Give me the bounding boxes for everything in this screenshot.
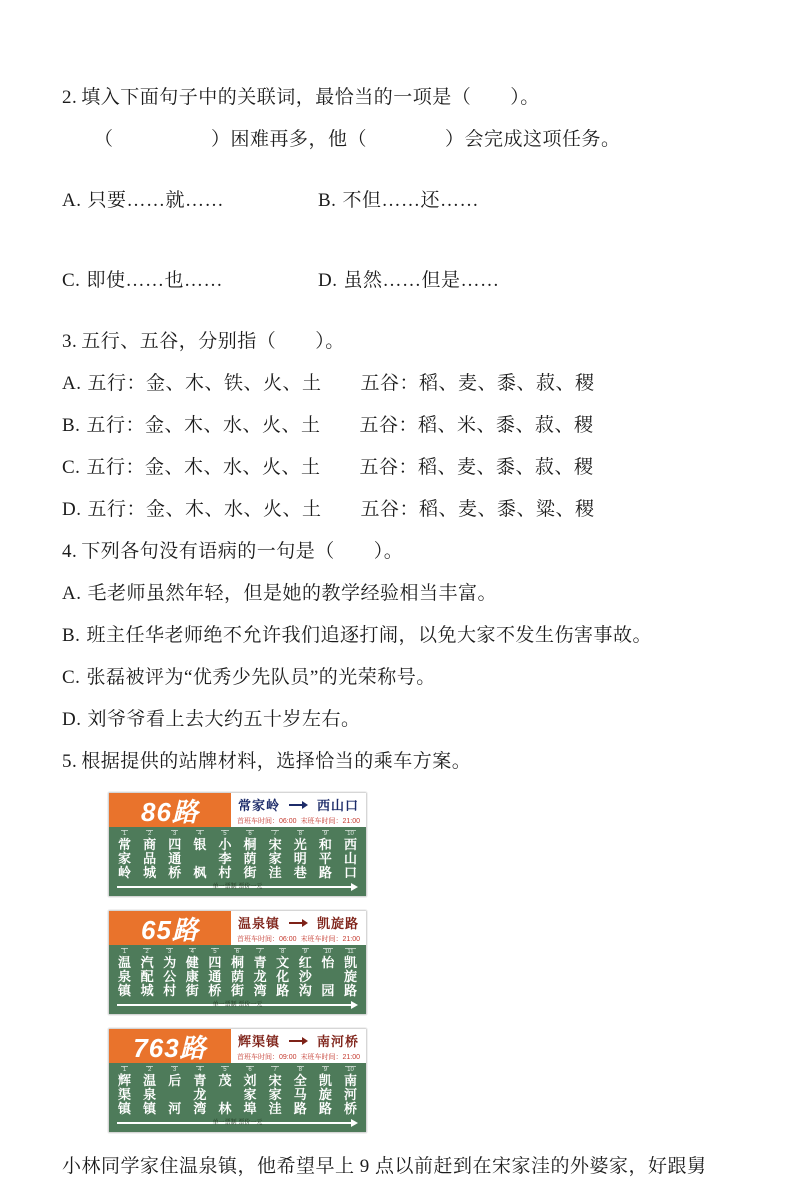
station-name-char: 旋 xyxy=(318,1087,332,1102)
station-name-char: 马 xyxy=(293,1087,307,1102)
station-name-char: 汽 xyxy=(140,955,154,970)
station-name-char xyxy=(173,1088,177,1102)
station-column xyxy=(344,1066,357,1116)
bus-sign-65-stations xyxy=(116,948,359,998)
station-name-char: 家 xyxy=(268,851,282,866)
station-number: 4 xyxy=(198,1067,202,1073)
station-name-char: 化 xyxy=(276,969,290,984)
station-name-char: 怡 xyxy=(321,955,335,970)
first-bus-time: 首班车时间：09:00 xyxy=(237,1054,297,1061)
question-5-text: 根据提供的站牌材料，选择恰当的乘车方案。 xyxy=(81,751,472,772)
question-4-option-c: C. 张磊被评为“优秀少先队员”的光荣称号。 xyxy=(62,667,436,688)
bus-sign-65-terminals xyxy=(236,913,361,932)
bus-sign-65-body xyxy=(109,945,366,1014)
station-column xyxy=(208,948,221,998)
station-column xyxy=(244,1066,257,1116)
station-name-char: 镇 xyxy=(118,983,132,998)
bus-sign-65 xyxy=(108,910,367,1015)
station-name-char: 林 xyxy=(218,1101,232,1116)
station-name-char: 温 xyxy=(143,1073,157,1088)
question-4-title xyxy=(62,540,737,563)
bus-sign-86-times xyxy=(236,814,361,826)
question-2-option-a: A. 只要……就…… xyxy=(62,190,224,211)
station-name-char: 龙 xyxy=(253,969,267,984)
station-number: 10 xyxy=(347,1067,354,1073)
station-name-char: 刘 xyxy=(243,1073,257,1088)
station-name-char: 龙 xyxy=(193,1087,207,1102)
station-number: 5 xyxy=(223,831,227,837)
station-number: 4 xyxy=(198,831,202,837)
station-name-char: 青 xyxy=(253,955,267,970)
station-name-char: 湾 xyxy=(253,983,267,998)
station-number: 11 xyxy=(347,949,354,955)
question-2-options-row-1 xyxy=(62,170,737,231)
question-4-text: 下列各句没有语病的一句是（ ）。 xyxy=(81,541,404,562)
route-direction-arrow-icon xyxy=(116,1000,359,1010)
station-name-char: 李 xyxy=(218,851,232,866)
station-name-char: 路 xyxy=(343,983,357,998)
question-3-number: 3. xyxy=(62,331,78,352)
station-number: 1 xyxy=(122,831,127,837)
station-name-char: 桐 xyxy=(230,955,244,970)
station-name-char: 光 xyxy=(293,837,307,852)
station-column xyxy=(186,948,199,998)
station-column xyxy=(244,830,257,880)
fare-note: 单一票制 票价一元 xyxy=(212,1120,263,1126)
station-name-char xyxy=(326,970,330,984)
station-number: 2 xyxy=(147,831,152,837)
station-name-char: 健 xyxy=(185,955,199,970)
station-column xyxy=(118,830,131,880)
station-name-char: 和 xyxy=(318,837,332,852)
bus-sign-86-route-badge: 86路 xyxy=(109,793,231,827)
station-name-char: 街 xyxy=(243,865,257,880)
fare-note: 单一票制 票价一元 xyxy=(212,1002,263,1008)
question-5-scenario-text: 小林同学家住温泉镇，他希望早上 9 点以前赶到在宋家洼的外婆家，好跟舅 xyxy=(62,1156,707,1177)
station-name-char: 明 xyxy=(293,851,307,866)
station-name-char: 路 xyxy=(293,1101,307,1116)
question-2-number: 2. xyxy=(62,87,78,108)
station-name-char: 公 xyxy=(163,969,177,984)
station-column xyxy=(299,948,312,998)
bus-sign-65-times xyxy=(236,932,361,944)
station-name-char: 宋 xyxy=(268,837,282,852)
station-name-char: 街 xyxy=(230,983,244,998)
station-name-char: 园 xyxy=(321,983,335,998)
question-2-options-row-2 xyxy=(62,250,737,311)
fare-note: 单一票制 票价一元 xyxy=(212,884,263,890)
station-name-char: 枫 xyxy=(193,865,207,880)
station-name-char: 康 xyxy=(185,969,199,984)
station-name-char: 凯 xyxy=(343,955,357,970)
route-direction-arrow-icon xyxy=(116,882,359,892)
question-3-option-b: B. 五行：金、木、水、火、土 五谷：稻、米、黍、菽、稷 xyxy=(62,415,594,436)
station-number: 6 xyxy=(235,949,240,955)
question-3-option-d: D. 五行：金、木、水、火、土 五谷：稻、麦、黍、粱、稷 xyxy=(62,499,595,520)
bus-sign-86-to: 西山口 xyxy=(317,798,360,813)
station-name-char: 家 xyxy=(118,851,132,866)
station-number: 3 xyxy=(173,831,177,837)
question-2-text: 填入下面句子中的关联词，最恰当的一项是（ ）。 xyxy=(81,87,540,108)
station-number: 4 xyxy=(190,949,194,955)
station-name-char: 城 xyxy=(143,865,157,880)
station-name-char: 后 xyxy=(168,1073,182,1088)
bus-sign-65-route-badge: 65路 xyxy=(109,911,231,945)
bus-sign-86-from: 常家岭 xyxy=(237,798,280,813)
station-name-char: 城 xyxy=(140,983,154,998)
station-name-char: 镇 xyxy=(143,1101,157,1116)
station-number: 7 xyxy=(258,949,262,955)
station-name-char: 路 xyxy=(318,865,332,880)
first-bus-time: 首班车时间：06:00 xyxy=(237,936,297,943)
station-name-char: 文 xyxy=(276,955,290,970)
station-name-char: 四 xyxy=(208,955,222,970)
station-name-char: 村 xyxy=(218,865,232,880)
station-name-char: 路 xyxy=(276,983,290,998)
station-name-char: 巷 xyxy=(293,865,307,880)
station-name-char: 配 xyxy=(140,969,154,984)
station-name-char: 茂 xyxy=(218,1073,232,1088)
station-number: 2 xyxy=(145,949,149,955)
station-number: 9 xyxy=(323,831,328,837)
question-2-option-d: D. 虽然……但是…… xyxy=(318,270,500,291)
station-name-char: 常 xyxy=(118,837,132,852)
station-column xyxy=(269,830,282,880)
station-name-char: 洼 xyxy=(268,1101,282,1116)
station-column xyxy=(218,1066,231,1116)
question-4-option-b: B. 班主任华老师绝不允许我们追逐打闹，以免大家不发生伤害事故。 xyxy=(62,625,652,646)
station-column xyxy=(163,948,176,998)
station-name-char: 商 xyxy=(143,837,157,852)
bus-sign-86-header xyxy=(109,793,366,827)
bus-sign-86 xyxy=(108,792,367,897)
station-number: 5 xyxy=(213,949,217,955)
station-column xyxy=(319,830,332,880)
question-5-number: 5. xyxy=(62,751,78,772)
station-name-char: 镇 xyxy=(118,1101,132,1116)
question-3-title xyxy=(62,330,737,353)
station-name-char: 西 xyxy=(343,837,357,852)
station-name-char: 银 xyxy=(193,837,207,852)
station-name-char: 红 xyxy=(298,955,312,970)
station-name-char: 洼 xyxy=(268,865,282,880)
first-bus-time: 首班车时间：06:00 xyxy=(237,818,297,825)
station-name-char: 四 xyxy=(168,837,182,852)
station-name-char: 青 xyxy=(193,1073,207,1088)
last-bus-time: 末班车时间：21:00 xyxy=(300,1054,360,1061)
station-number: 9 xyxy=(323,1067,328,1073)
station-column xyxy=(294,1066,307,1116)
station-column xyxy=(193,830,206,880)
station-name-char: 湾 xyxy=(193,1101,207,1116)
station-name-char: 山 xyxy=(343,851,357,866)
bus-sign-86-terminals xyxy=(236,795,361,814)
station-number: 6 xyxy=(248,831,252,837)
station-name-char: 全 xyxy=(293,1073,307,1088)
question-2-option-c: C. 即使……也…… xyxy=(62,270,223,291)
station-column xyxy=(118,948,131,998)
question-5-title xyxy=(62,750,737,773)
question-2-title xyxy=(62,86,737,109)
station-name-char: 村 xyxy=(163,983,177,998)
route-direction-arrow-icon xyxy=(116,1118,359,1128)
bus-sign-86-body xyxy=(109,827,366,896)
last-bus-time: 末班车时间：21:00 xyxy=(300,818,360,825)
station-name-char: 沙 xyxy=(298,969,312,984)
station-name-char: 家 xyxy=(268,1087,282,1102)
station-name-char: 旋 xyxy=(343,969,357,984)
station-column xyxy=(269,1066,282,1116)
right-arrow-icon xyxy=(289,919,308,927)
right-arrow-icon xyxy=(289,801,308,809)
station-name-char: 桐 xyxy=(243,837,257,852)
station-name-char: 荫 xyxy=(243,851,257,866)
question-3-option-c: C. 五行：金、木、水、火、土 五谷：稻、麦、黍、菽、稷 xyxy=(62,457,594,478)
bus-sign-65-header xyxy=(109,911,366,945)
question-4-option-a: A. 毛老师虽然年轻，但是她的教学经验相当丰富。 xyxy=(62,583,497,604)
station-name-char xyxy=(198,852,202,866)
station-name-char: 温 xyxy=(118,955,132,970)
last-bus-time: 末班车时间：21:00 xyxy=(300,936,360,943)
station-name-char: 桥 xyxy=(208,983,222,998)
station-number: 7 xyxy=(273,1067,277,1073)
question-3-text: 五行、五谷，分别指（ ）。 xyxy=(81,331,345,352)
question-2-sentence: （ ）困难再多，他（ ）会完成这项任务。 xyxy=(94,129,621,150)
station-name-char: 口 xyxy=(343,865,357,880)
station-column xyxy=(218,830,231,880)
station-column xyxy=(143,1066,156,1116)
station-column xyxy=(254,948,267,998)
station-number: 6 xyxy=(248,1067,252,1073)
station-number: 5 xyxy=(223,1067,227,1073)
station-name-char: 通 xyxy=(168,851,182,866)
station-number: 2 xyxy=(147,1067,152,1073)
station-name-char: 通 xyxy=(208,969,222,984)
question-4-option-d: D. 刘爷爷看上去大约五十岁左右。 xyxy=(62,709,361,730)
question-2-option-b: B. 不但……还…… xyxy=(318,190,479,211)
station-column xyxy=(344,830,357,880)
station-name-char xyxy=(223,1088,227,1102)
question-3-option-a: A. 五行：金、木、铁、火、土 五谷：稻、麦、黍、菽、稷 xyxy=(62,373,595,394)
bus-sign-65-from: 温泉镇 xyxy=(237,916,280,931)
station-name-char: 渠 xyxy=(118,1087,132,1102)
bus-sign-763-from: 辉渠镇 xyxy=(237,1034,280,1049)
station-number: 1 xyxy=(122,1067,127,1073)
right-arrow-icon xyxy=(289,1037,308,1045)
station-name-char: 街 xyxy=(185,983,199,998)
station-name-char: 品 xyxy=(143,851,157,866)
bus-sign-763 xyxy=(108,1028,367,1133)
bus-sign-763-header xyxy=(109,1029,366,1063)
station-number: 3 xyxy=(173,1067,177,1073)
station-name-char: 南 xyxy=(343,1073,357,1088)
station-name-char: 桥 xyxy=(168,865,182,880)
station-name-char: 泉 xyxy=(118,969,132,984)
station-name-char: 路 xyxy=(318,1101,332,1116)
station-number: 8 xyxy=(298,831,302,837)
station-number: 7 xyxy=(273,831,277,837)
station-name-char: 平 xyxy=(318,851,332,866)
station-column xyxy=(344,948,357,998)
station-number: 8 xyxy=(280,949,285,955)
station-column xyxy=(193,1066,206,1116)
station-column xyxy=(321,948,334,998)
station-column xyxy=(143,830,156,880)
station-column xyxy=(319,1066,332,1116)
station-name-char: 泉 xyxy=(143,1087,157,1102)
station-name-char: 家 xyxy=(243,1087,257,1102)
station-column xyxy=(168,830,181,880)
station-column xyxy=(276,948,289,998)
station-column xyxy=(141,948,154,998)
station-name-char: 辉 xyxy=(118,1073,132,1088)
station-name-char: 河 xyxy=(343,1087,357,1102)
bus-sign-763-stations xyxy=(116,1066,359,1116)
station-name-char: 河 xyxy=(168,1101,182,1116)
bus-sign-763-times xyxy=(236,1050,361,1062)
station-name-char: 岭 xyxy=(118,865,132,880)
station-number: 8 xyxy=(298,1067,302,1073)
bus-sign-86-stations xyxy=(116,830,359,880)
station-number: 10 xyxy=(324,949,332,955)
station-number: 3 xyxy=(168,949,172,955)
station-name-char: 桥 xyxy=(343,1101,357,1116)
station-name-char: 宋 xyxy=(268,1073,282,1088)
question-4-number: 4. xyxy=(62,541,78,562)
station-column xyxy=(168,1066,181,1116)
bus-sign-65-to: 凯旋路 xyxy=(317,916,360,931)
station-number: 1 xyxy=(122,949,127,955)
station-number: 9 xyxy=(303,949,307,955)
station-name-char: 荫 xyxy=(230,969,244,984)
station-name-char: 沟 xyxy=(298,983,312,998)
station-name-char: 凯 xyxy=(318,1073,332,1088)
station-name-char: 小 xyxy=(218,837,232,852)
station-name-char: 为 xyxy=(163,955,177,970)
bus-sign-763-to: 南河桥 xyxy=(317,1034,360,1049)
bus-sign-763-route-badge: 763路 xyxy=(109,1029,231,1063)
bus-sign-763-terminals xyxy=(236,1031,361,1050)
station-name-char: 埠 xyxy=(243,1101,257,1116)
station-column xyxy=(118,1066,131,1116)
station-number: 10 xyxy=(347,831,354,837)
station-column xyxy=(231,948,244,998)
station-column xyxy=(294,830,307,880)
